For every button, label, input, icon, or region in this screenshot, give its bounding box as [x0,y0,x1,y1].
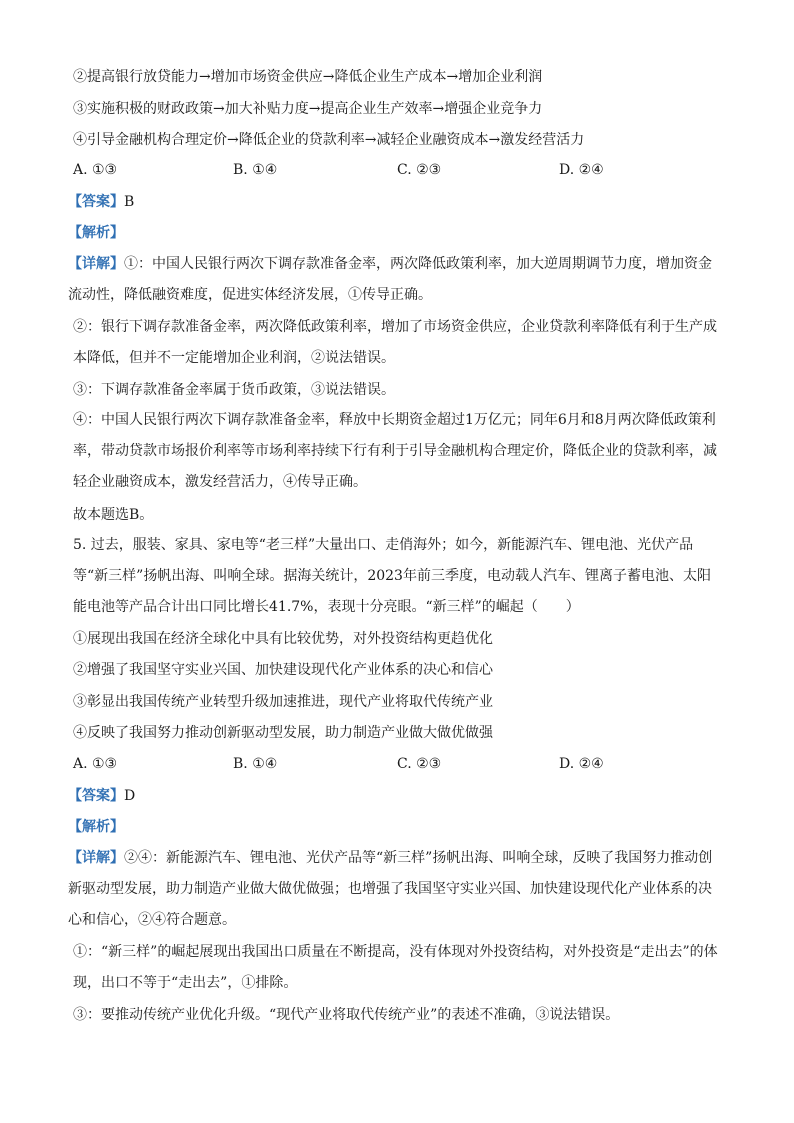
answer-value: B [124,194,135,210]
q4-answer [68,193,718,211]
q4-option-b: B. ①④ [233,162,278,178]
q5-statement-1: ①展现出我国在经济全球化中具有比较优势，对外投资结构更趋优化 [73,631,493,647]
q4-statement-2: ②提高银行放贷能力→增加市场资金供应→降低企业生产成本→增加企业利润 [73,69,543,85]
q5-stem: 5. 过去，服装、家具、家电等“老三样”大量出口、走俏海外；如今，新能源汽车、锂电池、光伏产品等“新三样”扬帆出海、叫响全球。据海关统计，2023年前三季度，电动载人汽车、锂离子蓄电池、太阳能电池等产品合计出口同比增长41.7%，表现十分亮眼。“新三样”的崛起（ ） [73,537,711,615]
analysis-tag: 【解析】 [68,225,124,241]
q4-option-a: A. ①③ [73,162,118,178]
q5-detail-1: 【详解】②④：新能源汽车、锂电池、光伏产品等“新三样”扬帆出海、叫响全球，反映了我国努力推动创新驱动型发展，助力制造产业做大做优做强；也增强了我国坚守实业兴国、加快建设现代化产业体系的决心和信心，②④符合题意。 [68,850,713,928]
answer-value: D [124,788,136,804]
q5-option-d: D. ②④ [559,756,604,772]
q5-statement-3: ③彰显出我国传统产业转型升级加速推进，现代产业将取代传统产业 [73,694,493,710]
answer-tag: 【答案】 [68,788,124,804]
q4-analysis-heading [68,224,718,242]
q5-option-c: C. ②③ [397,756,442,772]
q4-statement-3: ③实施积极的财政政策→加大补贴力度→提高企业生产效率→增强企业竞争力 [73,101,543,117]
q5-analysis-heading [68,818,718,836]
q5-statement-4: ④反映了我国努力推动创新驱动型发展，助力制造产业做大做优做强 [73,725,493,741]
q4-detail-3: ③：下调存款准备金率属于货币政策，③说法错误。 [73,382,395,398]
q4-conclusion: 故本题选B。 [73,507,154,523]
q4-option-c: C. ②③ [397,162,442,178]
detail-tag: 【详解】 [68,850,124,866]
q5-option-b: B. ①④ [233,756,278,772]
q4-options [73,162,723,180]
q4-detail-1: 【详解】①：中国人民银行两次下调存款准备金率，两次降低政策利率，加大逆周期调节力度，增加资金流动性，降低融资难度，促进实体经济发展，①传导正确。 [68,256,712,303]
answer-tag: 【答案】 [68,194,124,210]
q5-options [73,756,723,774]
q5-answer [68,787,718,805]
q4-detail-2: ②：银行下调存款准备金率，两次降低政策利率，增加了市场资金供应，企业贷款利率降低有利于生产成本降低，但并不一定能增加企业利润，②说法错误。 [73,319,717,366]
q4-detail-4: ④：中国人民银行两次下调存款准备金率，释放中长期资金超过1万亿元；同年6月和8月两次降低政策利率，带动贷款市场报价利率等市场利率持续下行有利于引导金融机构合理定价，降低企业的贷款利率，减轻企业融资成本，激发经营活力，④传导正确。 [73,412,717,490]
q5-option-a: A. ①③ [73,756,118,772]
q5-detail-3: ③：要推动传统产业优化升级。“现代产业将取代传统产业”的表述不准确，③说法错误。 [73,1007,620,1023]
q4-statement-4: ④引导金融机构合理定价→降低企业的贷款利率→减轻企业融资成本→激发经营活力 [73,132,585,148]
detail-tag: 【详解】 [68,256,124,272]
q5-statement-2: ②增强了我国坚守实业兴国、加快建设现代化产业体系的决心和信心 [73,662,493,678]
q5-detail-2: ①：“新三样”的崛起展现出我国出口质量在不断提高，没有体现对外投资结构，对外投资是“走出去”的体现，出口不等于“走出去”，①排除。 [73,944,718,991]
analysis-tag: 【解析】 [68,819,124,835]
q4-option-d: D. ②④ [559,162,604,178]
